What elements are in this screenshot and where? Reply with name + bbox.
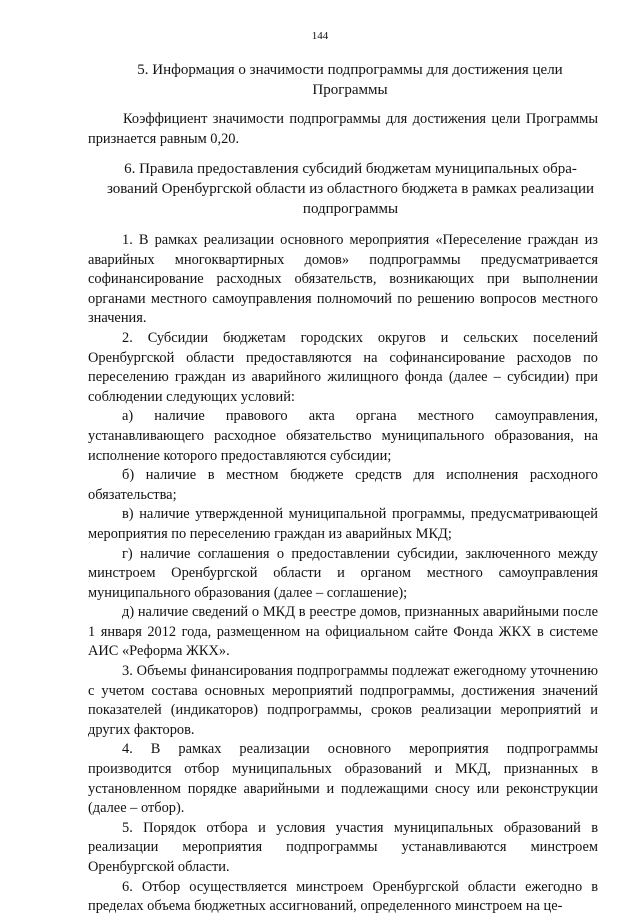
section-6-heading-line-2: зований Оренбургской области из областного бюджета в рамках реализации — [106, 181, 595, 197]
section-5-text: Коэффициент значимости подпрограммы для достижения цели Программы признается равным 0,20. — [88, 111, 598, 147]
section-6-heading-line-1: 6. Правила предоставления субсидий бюджетам муниципальных обра- — [124, 161, 577, 177]
paragraph-2: 2. Субсидии бюджетам городских округов и сельских поселений Оренбургской области предоставляются на софинансирование расходов по переселению граждан из аварийного жилищного фонда (далее – субсидии) при соблюдении следующих условий: — [88, 329, 598, 405]
section-5-heading-line-2: Программы — [312, 82, 388, 98]
paragraph-2d: д) наличие сведений о МКД в реестре домов, признанных аварийными после 1 января 2012 года, размещенном на официальном сайте Фонда ЖКХ в системе АИС «Реформа ЖКХ». — [88, 604, 598, 660]
paragraph-2b: б) наличие в местном бюджете средств для исполнения расходного обязательства; — [88, 467, 598, 503]
section-5-heading — [100, 60, 600, 100]
paragraph-2g: г) наличие соглашения о предоставлении субсидии, заключенного между минстроем Оренбургской области и органом местного самоуправления муниципального образования (далее – соглашение); — [88, 545, 598, 601]
paragraph-4: 4. В рамках реализации основного мероприятия подпрограммы производится отбор муниципальных образований и МКД, признанных в установленном порядке аварийными и подлежащими сносу или реконструкции (далее – отбор). — [88, 741, 598, 817]
paragraph-2a: а) наличие правового акта органа местного самоуправления, устанавливающего расходное обязательство муниципального образования, на исполнение которого предоставляются субсидии; — [88, 408, 598, 464]
page-number: 144 — [311, 30, 329, 42]
section-6-heading — [88, 159, 613, 219]
section-6-body — [88, 231, 598, 917]
section-6-heading-line-3: подпрограммы — [302, 201, 399, 217]
paragraph-1: 1. В рамках реализации основного мероприятия «Переселение граждан из аварийных многоквартирных домов» подпрограммы предусматривается софинансирование расходных обязательств, возникающих при выполнении органами местного самоуправления полномочий по решению вопросов местного значения. — [88, 232, 598, 327]
paragraph-5: 5. Порядок отбора и условия участия муниципальных образований в реализации мероприятия подпрограммы устанавливаются минстроем Оренбургской области. — [88, 819, 598, 875]
paragraph-2v: в) наличие утвержденной муниципальной программы, предусматривающей мероприятия по переселению граждан из аварийных МКД; — [88, 506, 598, 542]
section-5-heading-line-1: 5. Информация о значимости подпрограммы для достижения цели — [137, 62, 563, 78]
paragraph-3: 3. Объемы финансирования подпрограммы подлежат ежегодному уточнению с учетом состава основных мероприятий подпрограммы, достижения значений показателей (индикаторов) подпрограммы, сроков реализации мероприятий и других факторов. — [88, 663, 598, 738]
paragraph-6: 6. Отбор осуществляется минстроем Оренбургской области ежегодно в пределах объема бюджетных ассигнований, определенного минстроем на це- — [88, 878, 598, 915]
